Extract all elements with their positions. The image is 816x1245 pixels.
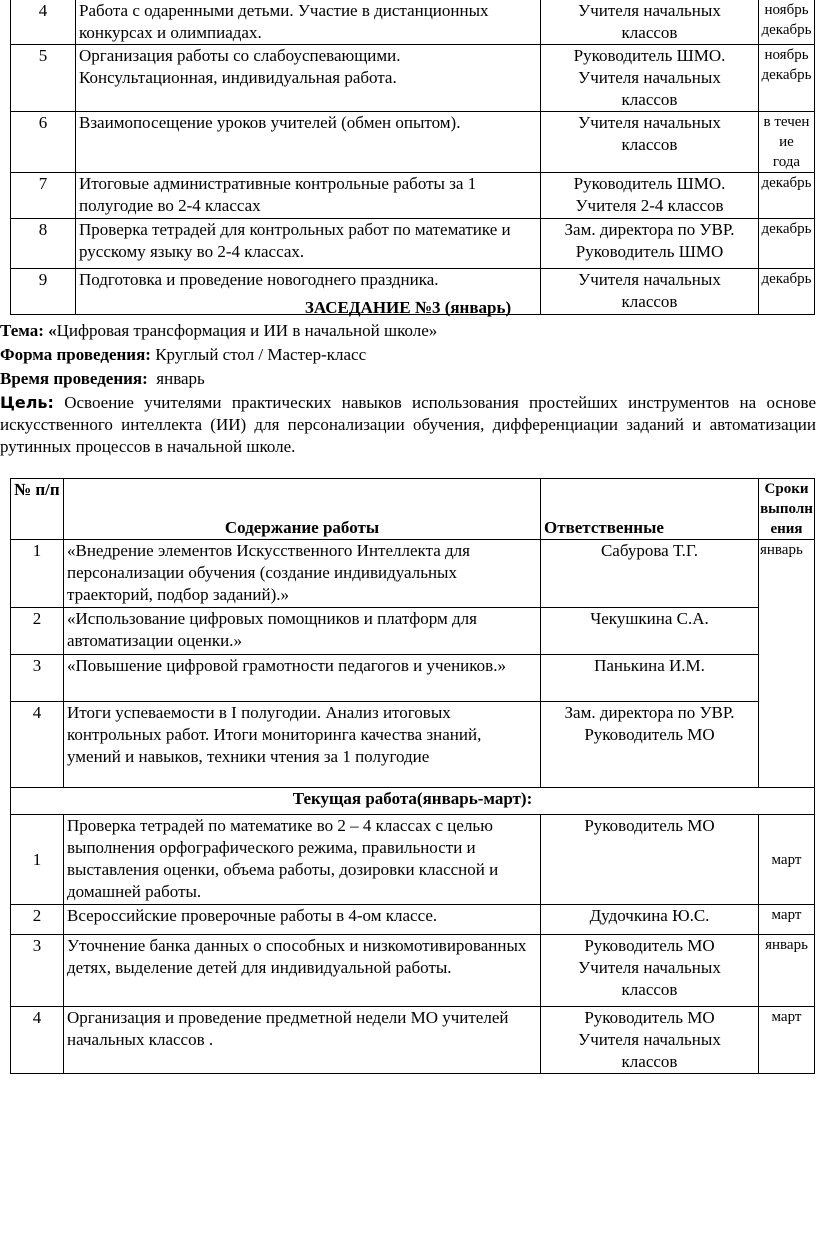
row-responsible <box>541 815 759 905</box>
line: декабрь <box>761 175 812 191</box>
row-number: 4 <box>11 1007 64 1074</box>
header-responsible: Ответственные <box>541 479 759 540</box>
row-content: Работа с одаренными детьми. Участие в дистанционных конкурсах и олимпиадах. <box>76 0 541 45</box>
row-responsible <box>541 702 759 788</box>
line: Учителя начальных <box>578 270 721 289</box>
table-row <box>11 815 815 905</box>
row-number: 2 <box>11 905 64 935</box>
table-row <box>11 702 815 788</box>
section-title: Текущая работа(январь-март): <box>11 788 815 815</box>
row-dates <box>759 112 815 173</box>
row-responsible <box>541 655 759 702</box>
row-content: Всероссийские проверочные работы в 4-ом классе. <box>64 905 541 935</box>
line: ноябрь <box>764 2 809 18</box>
line: года <box>772 154 801 170</box>
row-number: 6 <box>11 112 76 173</box>
row-responsible <box>541 608 759 655</box>
line: Учителя начальных <box>578 958 721 977</box>
row-date: март <box>759 1007 815 1074</box>
line: Руководитель ШМО. <box>573 174 726 193</box>
row-date: март <box>759 815 815 905</box>
row-content: Итоговые административные контрольные работы за 1 полугодие во 2-4 классах <box>76 173 541 219</box>
line: Руководитель МО <box>584 816 715 835</box>
line: классов <box>621 292 678 311</box>
table-row <box>11 1007 815 1074</box>
row-responsible <box>541 112 759 173</box>
row-content: «Повышение цифровой грамотности педагогов и учеников.» <box>64 655 541 702</box>
table-row <box>11 608 815 655</box>
line: Руководитель ШМО <box>575 242 724 261</box>
line: Зам. директора по УВР. <box>564 703 735 722</box>
line: классов <box>621 90 678 109</box>
row-date: март <box>759 905 815 935</box>
table-row <box>11 173 815 219</box>
meeting-time: Время проведения: январь <box>0 369 205 388</box>
line: Руководитель ШМО. <box>573 46 726 65</box>
line: Чекушкина С.А. <box>590 609 709 628</box>
row-dates <box>759 173 815 219</box>
line: Панькина И.М. <box>594 656 705 675</box>
row-content: Итоги успеваемости в I полугодии. Анализ итоговых контрольных работ. Итоги мониторинга качества знаний, умений и навыков, техники чтения за 1 полугодие <box>64 702 541 788</box>
line: в течение <box>763 114 810 150</box>
header-dates: Сроки выполнения <box>759 479 815 540</box>
row-date: январь <box>759 935 815 1007</box>
table-row <box>11 655 815 702</box>
meeting-form: Форма проведения: Круглый стол / Мастер-класс <box>0 345 367 364</box>
row-dates <box>759 219 815 269</box>
line: Руководитель МО <box>584 1008 715 1027</box>
section-row <box>11 788 815 815</box>
row-content: «Использование цифровых помощников и платформ для автоматизации оценки.» <box>64 608 541 655</box>
line: Руководитель МО <box>584 725 715 744</box>
row-number: 4 <box>11 702 64 788</box>
meeting-goal: Цель: Освоение учителями практических навыков использования простейших инструментов на основе искусственного интеллекта (ИИ) для персонализации обучения, дифференциации заданий и автоматизации рутинных процессов в начальной школе. <box>0 393 816 456</box>
table-row <box>11 0 815 45</box>
row-responsible <box>541 45 759 112</box>
row-number: 9 <box>11 269 76 315</box>
line: ноябрь <box>764 47 809 63</box>
line: Руководитель МО <box>584 936 715 955</box>
row-number: 1 <box>11 540 64 608</box>
row-content: Уточнение банка данных о способных и низкомотивированных детях, выделение детей для индивидуальной работы. <box>64 935 541 1007</box>
line: Учителя начальных <box>578 113 721 132</box>
row-number: 8 <box>11 219 76 269</box>
line: Сабурова Т.Г. <box>600 541 699 560</box>
table-row <box>11 45 815 112</box>
row-responsible <box>541 1007 759 1074</box>
table-row <box>11 112 815 173</box>
row-responsible <box>541 173 759 219</box>
line: декабрь <box>761 271 812 287</box>
table-row <box>11 219 815 269</box>
row-number: 3 <box>11 935 64 1007</box>
line: декабрь <box>761 67 812 83</box>
line: классов <box>621 135 678 154</box>
meeting-topic: Тема: «Цифровая трансформация и ИИ в начальной школе» <box>0 321 438 340</box>
line: Зам. директора по УВР. <box>564 220 735 239</box>
row-content: Подготовка и проведение новогоднего праздника. <box>76 269 541 315</box>
row-content: Организация и проведение предметной недели МО учителей начальных классов . <box>64 1007 541 1074</box>
row-responsible <box>541 935 759 1007</box>
table-row <box>11 905 815 935</box>
plan-table-december <box>10 0 815 315</box>
row-number: 4 <box>11 0 76 45</box>
line: Учителя начальных <box>578 1030 721 1049</box>
table-row <box>11 935 815 1007</box>
table-header-row <box>11 479 815 540</box>
row-dates <box>759 0 815 45</box>
line: декабрь <box>761 22 812 38</box>
row-responsible <box>541 540 759 608</box>
row-number: 1 <box>11 815 64 905</box>
row-content: Проверка тетрадей для контрольных работ по математике и русскому языку во 2-4 классах. <box>76 219 541 269</box>
meeting-title: ЗАСЕДАНИЕ №3 (январь) <box>304 298 512 317</box>
line: Учителя 2-4 классов <box>575 196 724 215</box>
merged-dates: январь <box>759 540 815 788</box>
row-responsible <box>541 0 759 45</box>
line: Учителя начальных <box>578 68 721 87</box>
line: Дудочкина Ю.С. <box>589 906 710 925</box>
row-number: 5 <box>11 45 76 112</box>
line: классов <box>621 1052 678 1071</box>
line: декабрь <box>761 221 812 237</box>
line: классов <box>621 980 678 999</box>
row-content: «Внедрение элементов Искусственного Интеллекта для персонализации обучения (создание индивидуальных траекторий, подбор заданий).» <box>64 540 541 608</box>
header-content: Содержание работы <box>64 479 541 540</box>
row-number: 3 <box>11 655 64 702</box>
row-content: Организация работы со слабоуспевающими. Консультационная, индивидуальная работа. <box>76 45 541 112</box>
row-responsible <box>541 219 759 269</box>
row-dates <box>759 45 815 112</box>
plan-table-january <box>10 478 815 1074</box>
row-number: 2 <box>11 608 64 655</box>
row-number: 7 <box>11 173 76 219</box>
row-content: Проверка тетрадей по математике во 2 – 4 классах с целью выполнения орфографического режима, правильности и выставления оценки, объема работы, дозировки классной и домашней работы. <box>64 815 541 905</box>
line: Учителя начальных <box>578 1 721 20</box>
row-responsible <box>541 905 759 935</box>
row-content: Взаимопосещение уроков учителей (обмен опытом). <box>76 112 541 173</box>
header-number: № п/п <box>11 479 64 540</box>
table-row <box>11 540 815 608</box>
line: классов <box>621 23 678 42</box>
